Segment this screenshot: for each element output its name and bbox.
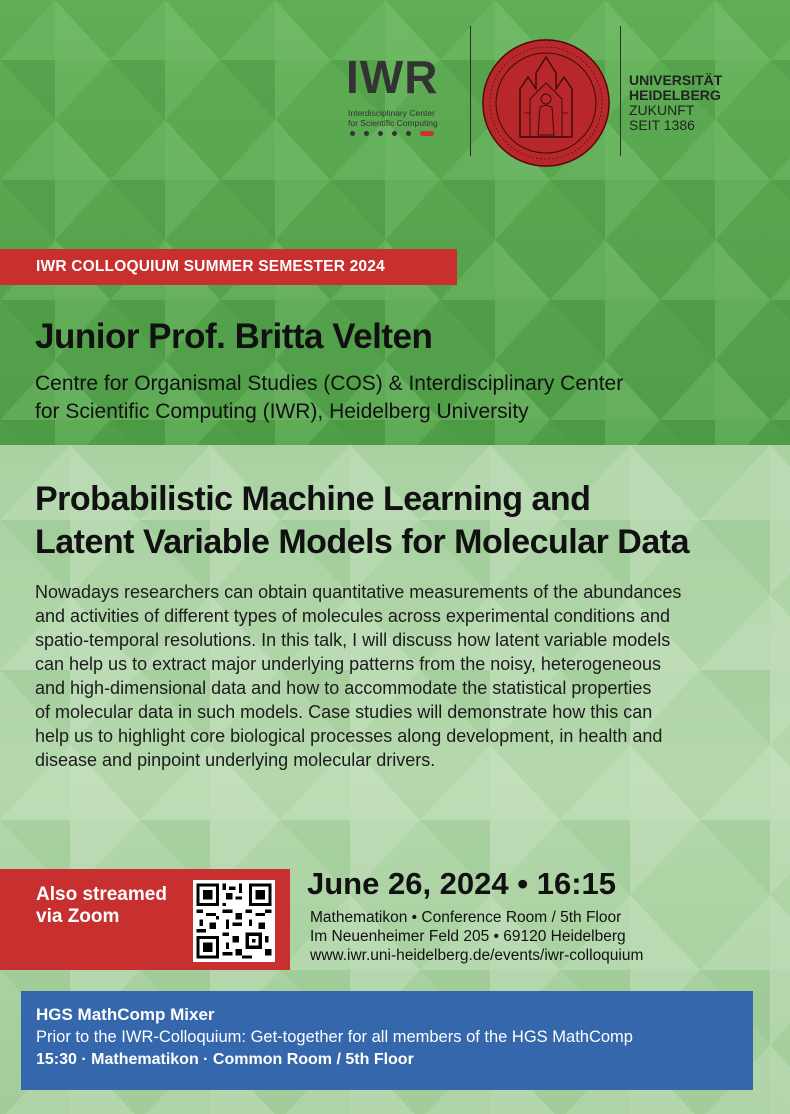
university-wordmark [629,73,722,133]
abstract-line: and high-dimensional data and how to accommodate the statistical properties [35,678,652,698]
speaker-affiliation [35,370,755,426]
mixer-description: Prior to the IWR-Colloquium: Get-together for all members of the HGS MathComp [36,1028,633,1046]
affiliation-line2: for Scientific Computing (IWR), Heidelberg University [35,400,529,423]
iwr-subtitle-line1: Interdisciplinary Center [348,108,435,118]
logo-divider-left [470,26,471,156]
abstract-line: disease and pinpoint underlying molecular drivers. [35,750,436,770]
logo-divider-right [620,26,621,156]
university-line3: ZUKUNFT [629,102,695,118]
abstract-line: and activities of different types of molecules across experimental conditions and [35,606,671,626]
university-line4: SEIT 1386 [629,117,695,133]
university-line2: HEIDELBERG [629,87,721,103]
mixer-box [21,991,753,1090]
colloquium-banner [0,249,457,285]
event-url-link[interactable]: www.iwr.uni-heidelberg.de/events/iwr-colloquium [310,947,644,964]
talk-title-line2: Latent Variable Models for Molecular Data [35,523,690,561]
talk-abstract [35,580,760,772]
abstract-line: help us to highlight core biological processes along development, in health and [35,726,663,746]
event-venue [310,908,643,965]
abstract-line: spatio-temporal resolutions. In this talk, I will discuss how latent variable models [35,630,671,650]
event-date-time: June 26, 2024 • 16:15 [307,866,617,901]
zoom-line2: via Zoom [36,906,120,927]
speaker-name: Junior Prof. Britta Velten [35,317,433,356]
talk-title [35,478,775,564]
talk-title-line1: Probabilistic Machine Learning and [35,480,591,518]
colloquium-banner-label: IWR COLLOQUIUM SUMMER SEMESTER 2024 [36,258,385,275]
zoom-stream-text [36,884,167,928]
mixer-title: HGS MathComp Mixer [36,1005,215,1024]
affiliation-line1: Centre for Organismal Studies (COS) & Interdisciplinary Center [35,372,624,395]
iwr-logo [346,50,456,150]
university-line1: UNIVERSITÄT [629,72,723,88]
qr-code-icon[interactable] [193,880,275,962]
iwr-logo-subtitle [348,108,468,128]
abstract-line: Nowadays researchers can obtain quantitative measurements of the abundances [35,582,682,602]
iwr-subtitle-line2: for Scientific Computing [348,118,438,128]
mixer-time-place: 15:30 · Mathematikon · Common Room / 5th Floor [36,1051,414,1068]
iwr-logo-letters: IWR [346,51,439,103]
venue-line1: Mathematikon • Conference Room / 5th Floor [310,909,622,926]
abstract-line: of molecular data in such models. Case studies will demonstrate how this can [35,702,653,722]
abstract-line: can help us to extract major underlying patterns from the noisy, heterogeneous [35,654,662,674]
venue-line2: Im Neuenheimer Feld 205 • 69120 Heidelberg [310,928,626,945]
heidelberg-seal-icon [480,37,612,169]
zoom-line1: Also streamed [36,884,167,905]
iwr-logo-dots [350,131,434,136]
zoom-stream-box [0,869,290,970]
